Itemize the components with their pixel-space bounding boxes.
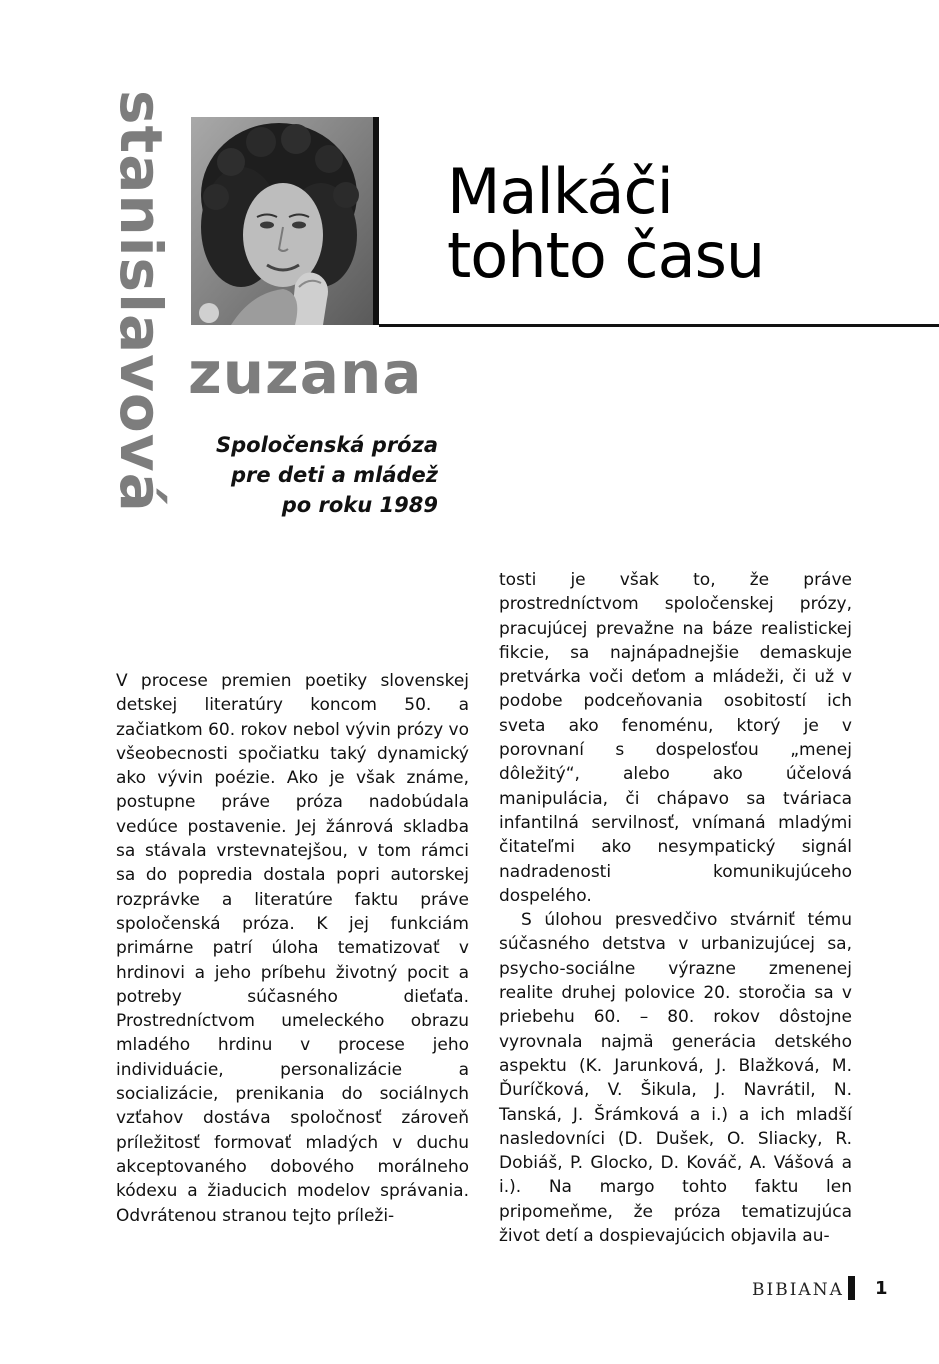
article-title: [447, 155, 765, 292]
author-surname: stanislavová: [107, 90, 175, 513]
body-paragraph: V procese premien poetiky slovenskej detskej literatúry koncom 50. a začiatkom 60. rokov nebol vývin prózy vo všeobecnosti spočiatku taký dynamický ako vývin poézie. Ako je však známe, postupne práve próza nadobúdala vedúce postavenie. Jej žánrová skladba sa stávala vrstevnatejšou, v tom rámci sa do popredia dostala popri autorskej rozprávke a literatúre faktu práve spoločenská próza. K jej funkciám primárne patrí úloha tematizovať v hrdinovi a jeho príbehu životný pocit a potreby súčasného dieťaťa. Prostredníctvom umeleckého obrazu mladého hrdinu v procese jeho individuácie, personalizácie a socializácie, prenikania do sociálnych vzťahov dostáva spoločnosť zároveň príležitosť formovať mladých v duchu akceptovaného dobového morálneho kódexu a žiaducich modelov správania. Odvrátenou stranou tejto príleži-: [116, 671, 469, 1226]
author-portrait: [191, 117, 379, 325]
subtitle-line-3: po roku 1989: [281, 493, 438, 517]
subtitle-line-2: pre deti a mládež: [231, 463, 438, 487]
journal-name: BIBIANA: [752, 1280, 844, 1300]
article-subtitle: [150, 430, 438, 520]
title-line-1: Malkáči: [447, 155, 673, 228]
body-paragraph: S úlohou presvedčivo stvárniť tému súčasného detstva v urbanizujúcej sa, psycho-sociálne výrazne zmenenej realite druhej polovice 20. storočia sa v priebehu 60. – 80. rokov dôstojne vyrovnala najmä generácia detského aspektu (K. Jarunková, J. Blažková, M. Ďuríčková, V. Šikula, J. Navrátil, N. Tanská, J. Šrámková a i.) a ich mladší nasledovníci (D. Dušek, O. Sliacky, R. Dobiáš, P. Glocko, D. Kováč, A. Vášová a i.). Na margo tohto faktu len pripomeňme, že próza tematizujúca život detí a dospievajúcich objavila au-: [499, 910, 852, 1247]
portrait-illustration: [191, 117, 373, 325]
author-first-name: zuzana: [188, 339, 423, 407]
title-line-2: tohto času: [447, 219, 765, 292]
body-column-left: [116, 669, 469, 1228]
footer-divider: [848, 1276, 855, 1300]
title-rule: [379, 324, 939, 327]
page-number: 1: [875, 1278, 888, 1299]
subtitle-line-1: Spoločenská próza: [215, 433, 438, 457]
body-column-right: [499, 568, 852, 1248]
body-paragraph: tosti je však to, že práve prostredníctvom spoločenskej prózy, pracujúcej prevažne na báze realistickej fikcie, sa najnápadnejšie demaskuje pretvárka voči deťom a mládeži, či už v podobe podceňovania osobitostí ich sveta ako fenoménu, ktorý je v porovnaní s dospelosťou „menej dôležitý“, alebo ako účelová manipulácia, či chápavo sa tváriaca infantilná servilnosť, vnímaná mladými čitateľmi ako nesympatický signál nadradenosti komunikujúceho dospelého.: [499, 570, 852, 906]
